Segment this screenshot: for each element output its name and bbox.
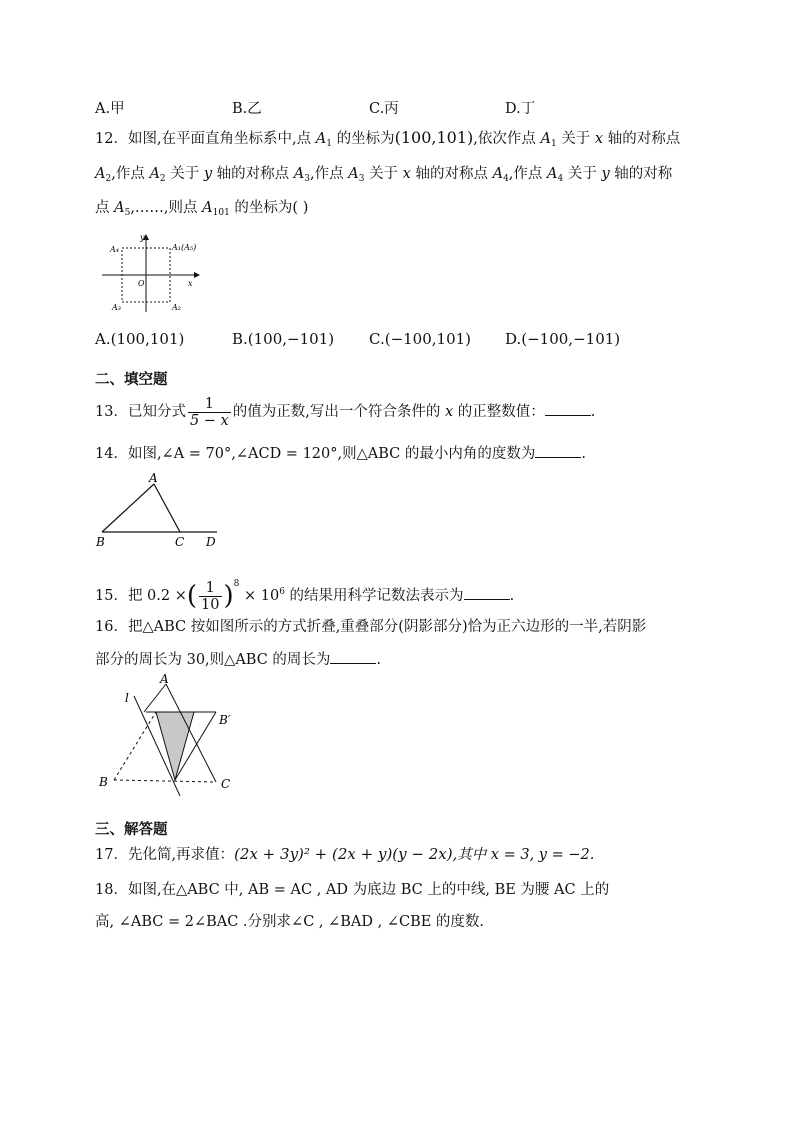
- label-a1a5: A₁(A₅): [172, 243, 197, 252]
- section-3-heading: 三、解答题: [95, 822, 168, 838]
- label-x: x: [188, 279, 193, 288]
- side-a-left: [144, 684, 166, 712]
- shaded-region: [156, 712, 194, 780]
- label-b-prime: B′: [219, 713, 231, 727]
- q16-answer-blank: [330, 649, 376, 664]
- q14-triangle-figure: [92, 470, 232, 550]
- q12-option-a: A.(100,101): [95, 330, 185, 348]
- label-y: y: [140, 233, 145, 242]
- option-a: A.甲: [95, 101, 125, 117]
- label-a: A: [160, 672, 169, 686]
- side-ab: [102, 484, 154, 532]
- label-d: D: [206, 535, 216, 549]
- dashed-ab: [114, 712, 156, 780]
- label-a: A: [149, 471, 158, 485]
- dashed-bc: [114, 780, 216, 782]
- q15: 15．把 0.2 ×( $\frac{1}{10}$ )$^8 \times 10^6$ 的结果用科学记数法表示为 .: [95, 579, 515, 613]
- label-o: O: [138, 279, 145, 288]
- option-d: D.丁: [505, 101, 536, 117]
- label-c: C: [175, 535, 185, 549]
- section-2-heading: 二、填空题: [95, 372, 168, 388]
- label-a2: A₂: [172, 303, 181, 312]
- q13-fraction: $\frac{1}{5 - x}$: [189, 395, 229, 429]
- q16-fold-figure: [94, 672, 244, 796]
- label-a4: A₄: [110, 245, 119, 254]
- q13: 13．已知分式 $\frac{1}{5 - x}$ 的值为正数,写出一个符合条件的 x 的正整数值： .: [95, 395, 596, 429]
- q14: 14．如图,∠A = 70°,∠ACD = 120°,则△ABC 的最小内角的度数为 .: [95, 443, 586, 464]
- q14-answer-blank: [535, 443, 581, 458]
- label-c: C: [221, 777, 231, 791]
- q12-line1: 12．如图,在平面直角坐标系中,点 $A_1$ 的坐标为(100,101),依次作点 $A_1$ 关于 x 轴的对称点: [95, 128, 681, 149]
- label-l: l: [125, 691, 129, 705]
- side-ac: [154, 484, 180, 532]
- q18-line2: 高, ∠ABC = 2∠BAC .分别求∠C , ∠BAD , ∠CBE 的度数.: [95, 914, 485, 930]
- q15-fraction: $\frac{1}{10}$: [201, 579, 220, 613]
- q17: 17．先化简,再求值：(2x + 3y)² + (2x + y)(y − 2x),其中 x = 3, y = −2.: [95, 845, 595, 863]
- q12-line3: 点 $A_5,\dots\dots$,则点 $A_{101}$ 的坐标为( ): [95, 200, 309, 218]
- q12-option-d: D.(−100,−101): [505, 330, 621, 348]
- option-c: C.丙: [369, 101, 399, 117]
- q15-answer-blank: [464, 585, 510, 600]
- q18-line1: 18．如图,在△ABC 中, AB = AC , AD 为底边 BC 上的中线, BE 为腰 AC 上的: [95, 882, 610, 898]
- label-b: B: [96, 535, 105, 549]
- q16-line1: 16．把△ABC 按如图所示的方式折叠,重叠部分(阴影部分)恰为正六边形的一半,若阴影: [95, 619, 647, 635]
- q16-line2: 部分的周长为 30,则△ABC 的周长为 .: [95, 649, 381, 670]
- option-b: B.乙: [232, 101, 262, 117]
- q13-answer-blank: [545, 401, 591, 416]
- q12-option-b: B.(100,−101): [232, 330, 335, 348]
- q12-option-c: C.(−100,101): [369, 330, 472, 348]
- q12-line2: $A_2$,作点 $A_2$ 关于 y 轴的对称点 $A_3$,作点 $A_3$ 关于 x 轴的对称点 $A_4$,作点 $A_4$ 关于 y 轴的对称: [95, 166, 673, 184]
- label-a3: A₃: [112, 303, 121, 312]
- q12-coordinate-figure: [100, 232, 220, 316]
- x-axis-arrow: [194, 272, 200, 278]
- label-b: B: [99, 775, 108, 789]
